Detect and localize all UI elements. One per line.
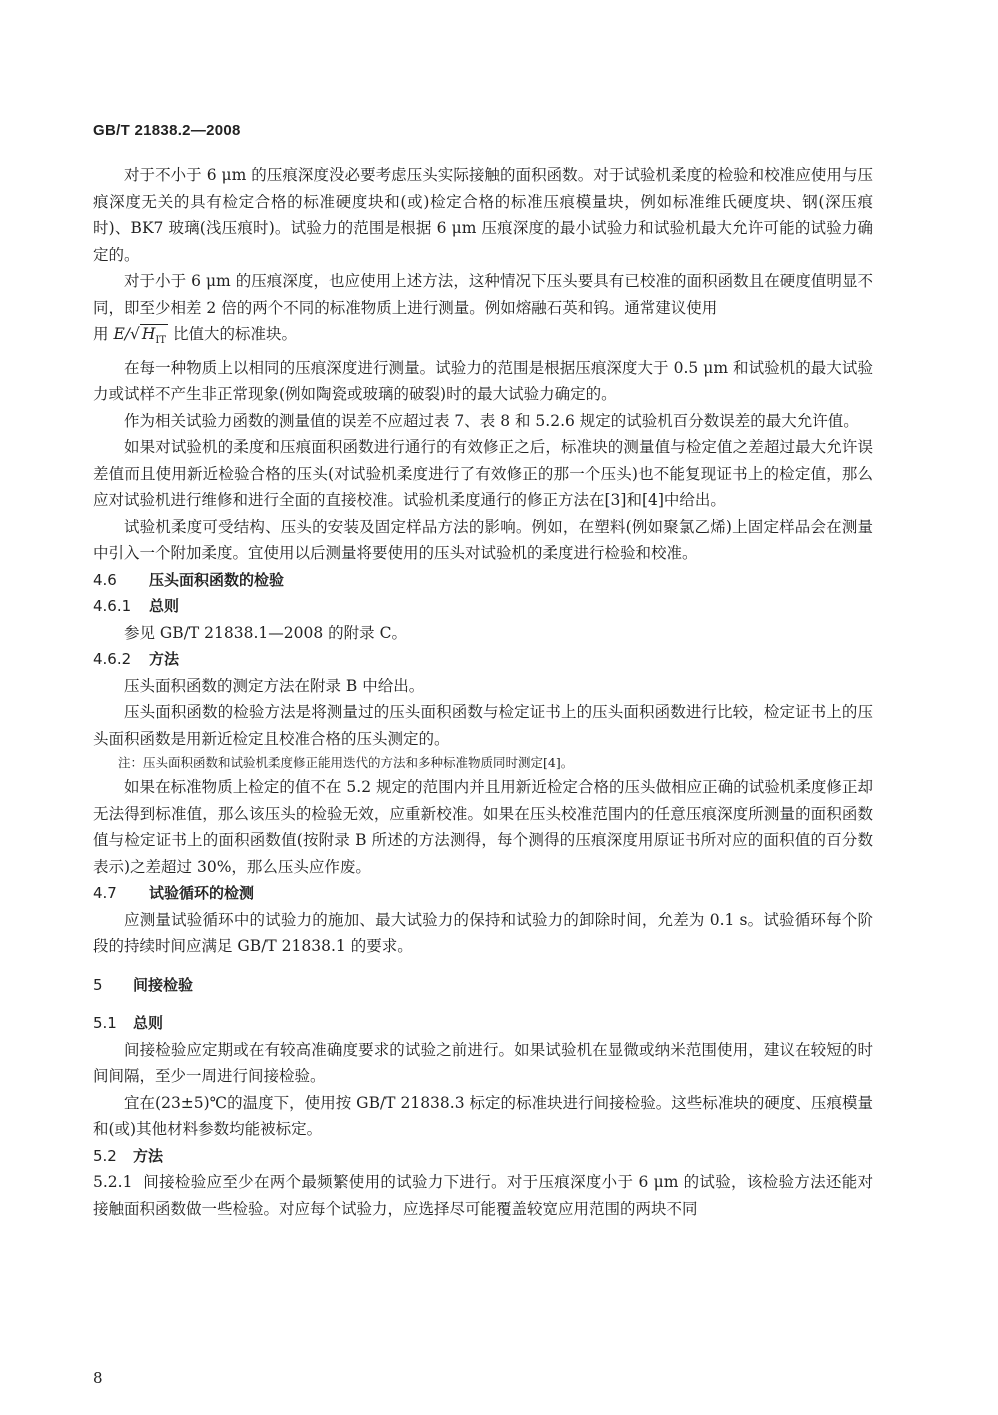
clause-5-2-1 xyxy=(93,1169,873,1222)
formula-subscript: IT xyxy=(155,335,167,347)
section-heading-4-6-1 xyxy=(93,593,873,620)
document-body xyxy=(93,162,873,1222)
paragraph: 作为相关试验力函数的测量值的误差不应超过表 7、表 8 和 5.2.6 规定的试验机百分数误差的最大允许值。 xyxy=(124,411,859,430)
formula-line: 用 E/√ $H_{IT}$ 比值大的标准块。 xyxy=(93,325,297,347)
formula-e: E/ xyxy=(113,325,130,343)
formula-h: H xyxy=(141,325,156,343)
paragraph: 应测量试验循环中的试验力的施加、最大试验力的保持和试验力的卸除时间，允差为 0.1 s。试验循环每个阶段的持续时间应满足 GB/T 21838.1 的要求。 xyxy=(93,910,873,956)
section-number: 5.1 xyxy=(93,1014,117,1033)
formula-suffix: 比值大的标准块。 xyxy=(172,325,297,343)
section-heading-4-7 xyxy=(93,880,873,907)
paragraph: 如果对试验机的柔度和压痕面积函数进行通行的有效修正之后，标准块的测量值与检定值之差超过最大允许误差值而且使用新近检验合格的压头(对试验机柔度进行了有效修正的那一个压头)也不能复现证书上的检定值，那么应对试验机进行维修和进行全面的直接校准。试验机柔度通行的修正方法在[3]和[4]中给出。 xyxy=(93,438,873,510)
section-title: 总则 xyxy=(149,597,180,616)
formula-sqrt xyxy=(140,324,168,347)
paragraph: 对于不小于 6 μm 的压痕深度没必要考虑压头实际接触的面积函数。对于试验机柔度的检验和校准应使用与压痕深度无关的具有检定合格的标准硬度块和(或)检定合格的标准压痕模量块，例如标准维氏硬度块、钢(深压痕时)、BK7 玻璃(浅压痕时)。试验力的范围是根据 6 μm 压痕深度的最小试验力和试验机最大允许可能的试验力确定的。 xyxy=(93,166,873,264)
formula-prefix: 用 xyxy=(93,325,109,343)
standard-header: GB/T 21838.2—2008 xyxy=(93,122,241,139)
clause-number: 5.2.1 xyxy=(93,1173,133,1192)
paragraph: 压头面积函数的测定方法在附录 B 中给出。 xyxy=(124,676,425,695)
section-title: 方法 xyxy=(149,650,180,669)
section-number: 5 xyxy=(93,975,103,994)
paragraph: 如果在标准物质上检定的值不在 5.2 规定的范围内并且用新近检定合格的压头做相应正确的试验机柔度修正却无法得到标准值，那么该压头的检验无效，应重新校准。如果在压头校准范围内的任意压痕深度所测量的面积函数值与检定证书上的面积函数值(按附录 B 所述的方法测得，每个测得的压痕深度用原证书所对应的面积值的百分数表示)之差超过 30%，那么压头应作废。 xyxy=(93,778,873,876)
note: 注：压头面积函数和试验机柔度修正能用迭代的方法和多种标准物质同时测定[4]。 xyxy=(118,755,574,771)
section-title: 总则 xyxy=(133,1014,164,1033)
paragraph: 在每一种物质上以相同的压痕深度进行测量。试验力的范围是根据压痕深度大于 0.5 μm 和试验机的最大试验力或试样不产生非正常现象(例如陶瓷或玻璃的破裂)时的最大试验力确定的。 xyxy=(93,358,873,404)
clause-text: 间接检验应至少在两个最频繁使用的试验力下进行。对于压痕深度小于 6 μm 的试验，该检验方法还能对接触面积函数做一些检验。对应每个试验力，应选择尽可能覆盖较宽应用范围的两块不同 xyxy=(93,1173,873,1218)
section-title: 方法 xyxy=(133,1146,164,1165)
section-title: 压头面积函数的检验 xyxy=(149,570,285,589)
section-title: 试验循环的检测 xyxy=(149,884,255,903)
paragraph: 对于小于 6 μm 的压痕深度，也应使用上述方法，这种情况下压头要具有已校准的面积函数且在硬度值明显不同，即至少相差 2 倍的两个不同的标准物质上进行测量。例如熔融石英和钨。通常建议使用 xyxy=(93,272,873,317)
section-heading-4-6 xyxy=(93,567,873,594)
paragraph: 压头面积函数的检验方法是将测量过的压头面积函数与检定证书上的压头面积函数进行比较，检定证书上的压头面积函数是用新近检定且校准合格的压头测定的。 xyxy=(93,703,873,748)
section-number: 4.6.2 xyxy=(93,650,132,669)
section-heading-5 xyxy=(93,972,873,999)
section-number: 4.7 xyxy=(93,884,117,903)
paragraph: 间接检验应定期或在有较高准确度要求的试验之前进行。如果试验机在显微或纳米范围使用，建议在较短的时间间隔，至少一周进行间接检验。 xyxy=(93,1040,873,1086)
paragraph: 试验机柔度可受结构、压头的安装及固定样品方法的影响。例如，在塑料(例如聚氯乙烯)上固定样品会在测量中引入一个附加柔度。宜使用以后测量将要使用的压头对试验机的柔度进行检验和校准。 xyxy=(93,517,873,563)
section-heading-5-2 xyxy=(93,1143,873,1170)
section-title: 间接检验 xyxy=(133,975,194,994)
paragraph: 宜在(23±5)℃的温度下，使用按 GB/T 21838.3 标定的标准块进行间接检验。这些标准块的硬度、压痕模量和(或)其他材料参数均能被标定。 xyxy=(93,1093,873,1139)
section-number: 5.2 xyxy=(93,1146,117,1165)
page-number: 8 xyxy=(93,1369,103,1387)
section-number: 4.6 xyxy=(93,570,117,589)
section-heading-4-6-2 xyxy=(93,646,873,673)
section-number: 4.6.1 xyxy=(93,597,132,616)
section-heading-5-1 xyxy=(93,1010,873,1037)
paragraph: 参见 GB/T 21838.1—2008 的附录 C。 xyxy=(124,623,407,642)
